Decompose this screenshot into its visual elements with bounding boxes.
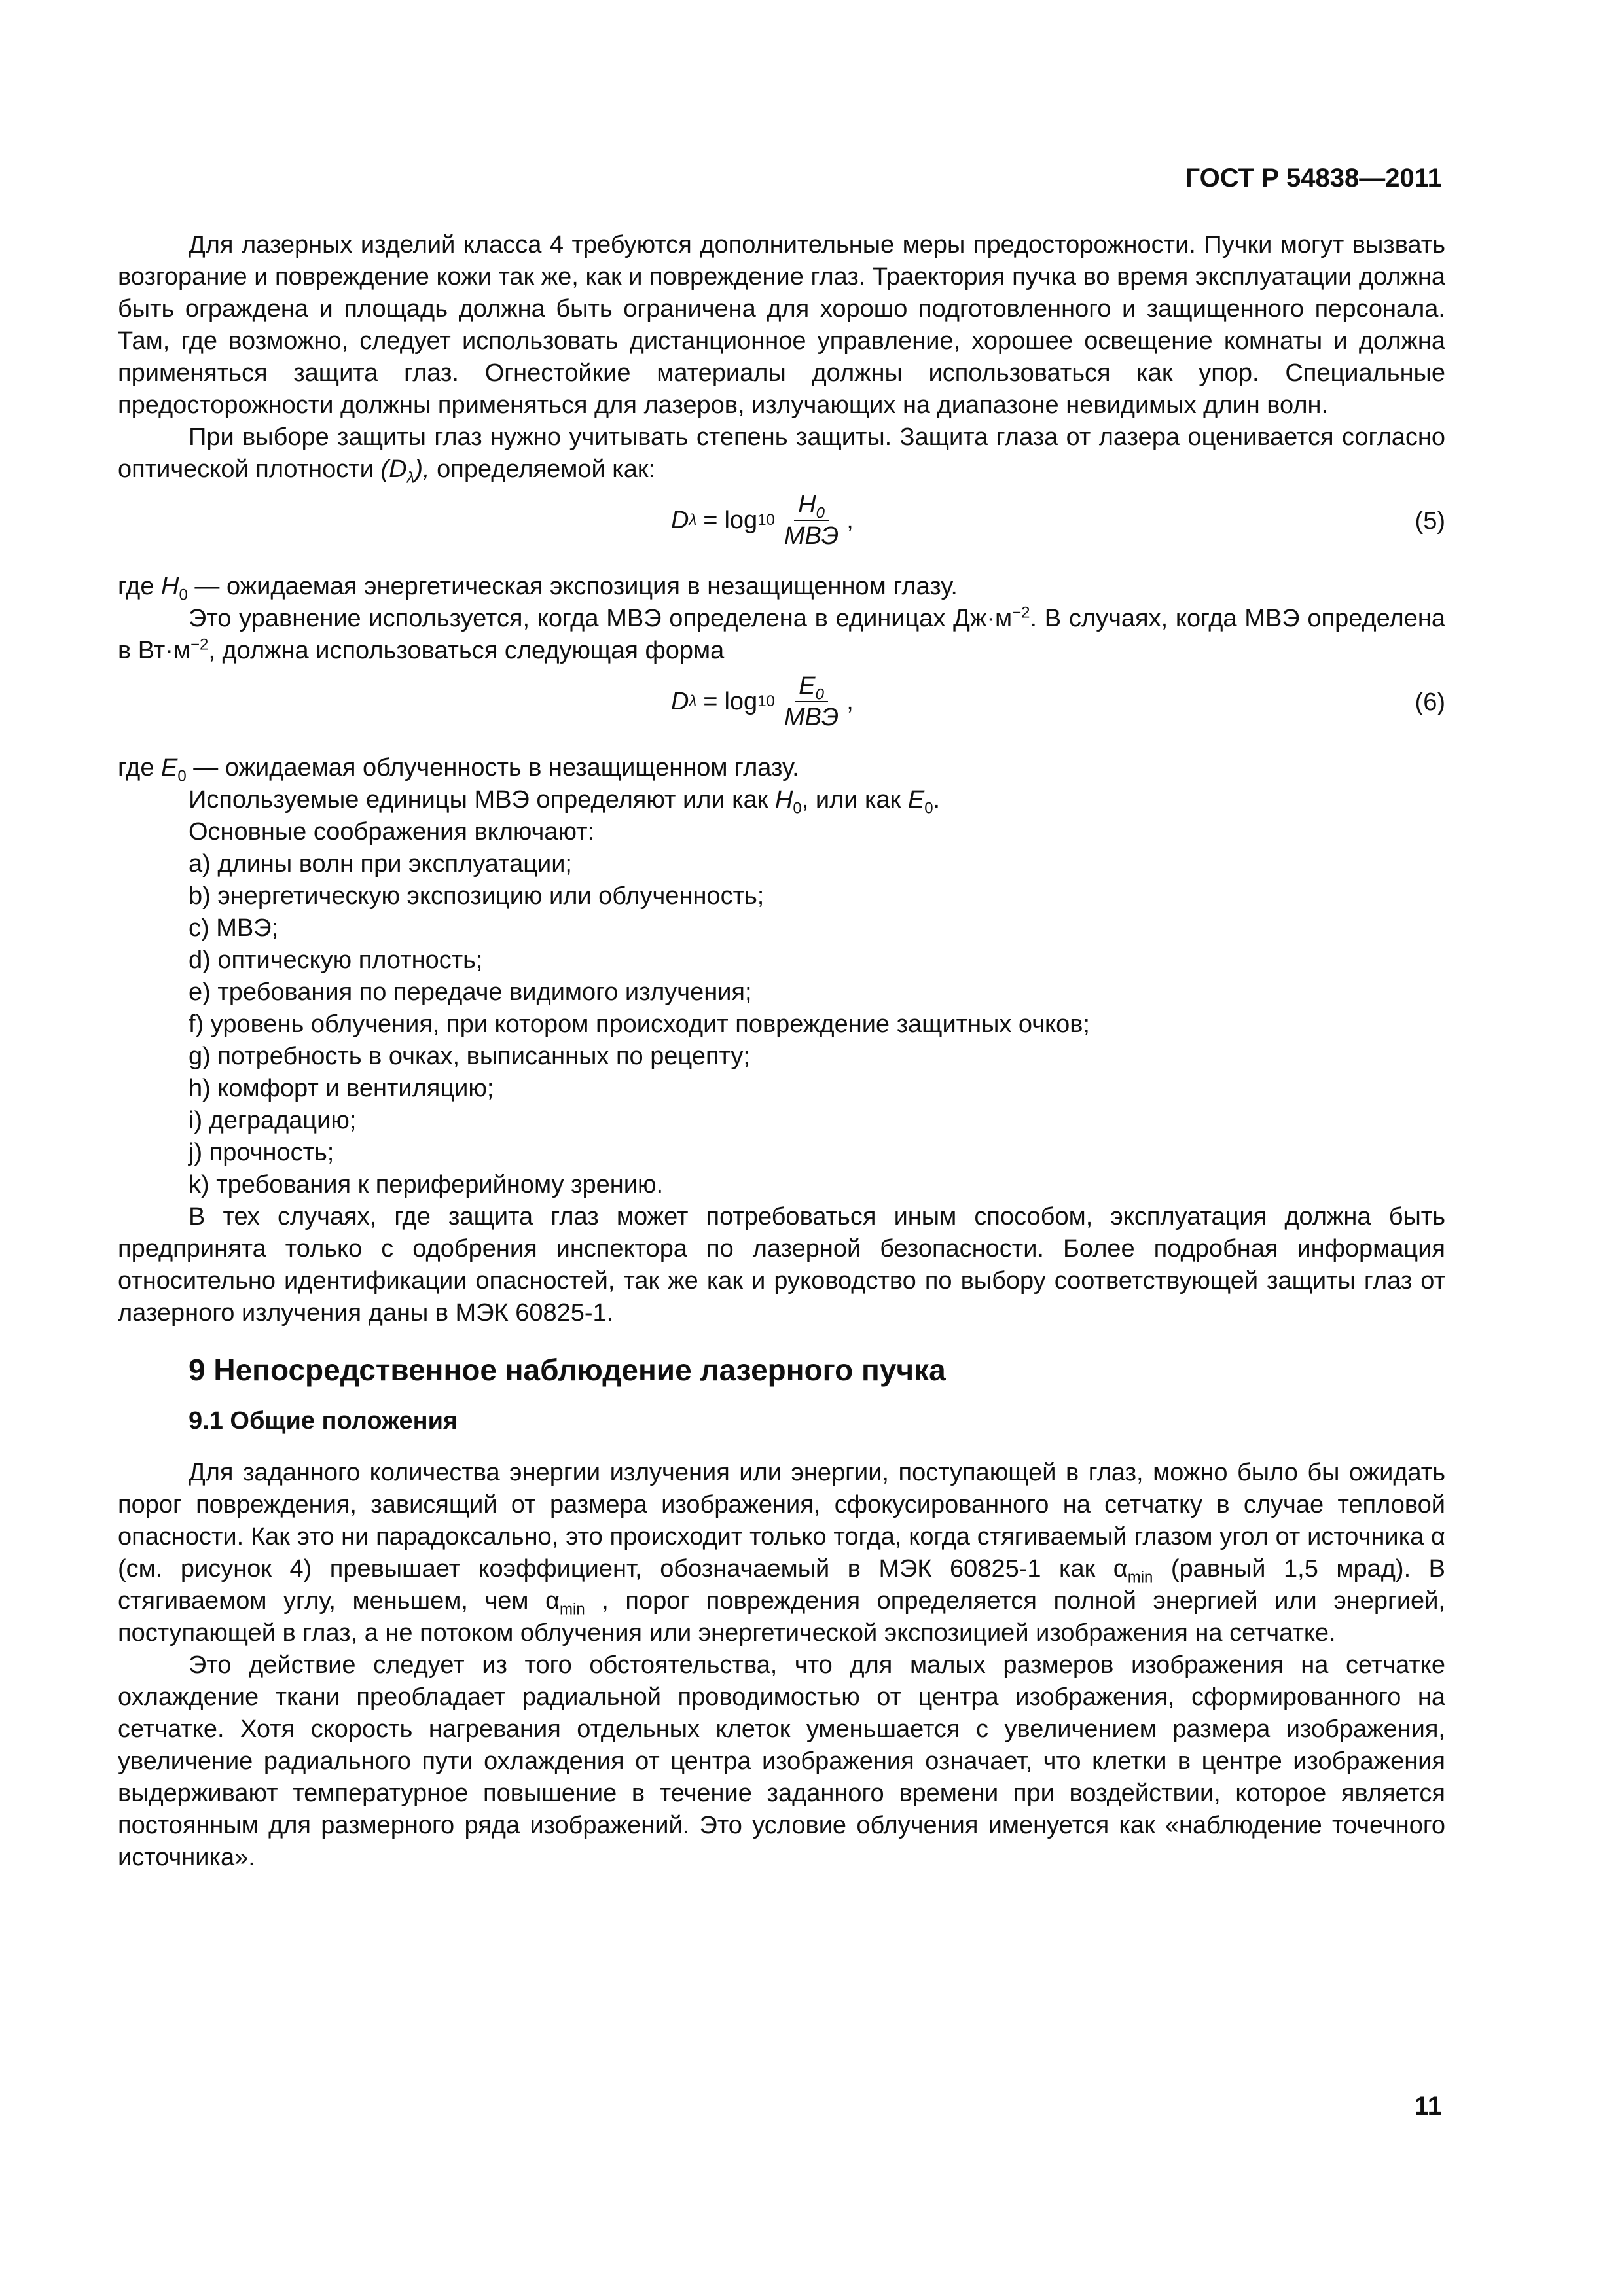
paragraph-eye-protection: При выборе защиты глаз нужно учитывать степень защиты. Защита глаза от лазера оценивается согласно оптической плотности $(D_\lambda)$, определяемой как:: [118, 423, 1445, 487]
list-item: g) потребность в очках, выписанных по рецепту;: [189, 1043, 750, 1070]
paragraph-where-h0: где $H_0$ — ожидаемая энергетическая экспозиция в незащищенном глазу.: [118, 573, 958, 604]
paragraph-class4-precautions: Для лазерных изделий класса 4 требуются дополнительные меры предосторожности. Пучки могут вызвать возгорание и повреждение кожи так же, как и повреждение глаз. Траектория пучка во время эксплуатации должна быть ограждена и площадь должна быть ограничена для хорошо подготовленного и защищенного персонала. Там, где возможно, следует использовать дистанционное управление, хорошее освещение комнаты и должна применяться защита глаз. Огнестойкие материалы должны использоваться как упор. Специальные предосторожности должны применяться для лазеров, излучающих на диапазоне невидимых длин волн.: [118, 231, 1445, 419]
list-item: e) требования по передаче видимого излучения;: [189, 978, 752, 1006]
formula-5-expression: D λ = log 10 $\frac{H_0}{\text{МВЭ}}$ ,: [671, 491, 854, 550]
list-item: b) энергетическую экспозицию или облученность;: [189, 882, 765, 910]
standard-header: ГОСТ Р 54838—2011: [1185, 164, 1442, 192]
paragraph-damage-threshold: Для заданного количества энергии излучения или энергии, поступающей в глаз, можно было бы ожидать порог повреждения, зависящий от размера изображения, сфокусированного на сетчатку в случае тепловой опасности. Как это ни парадоксально, это происходит только тогда, когда стягиваемый глазом угол от источника α (см. рисунок 4) превышает коэффициент, обозначаемый в МЭК 60825-1 как $\alpha_{min}$ (равный 1,5 мрад). В стягиваемом углу, меньшем, чем $\alpha_{min}$ , порог повреждения определяется полной энергией или энергией, поступающей в глаз, а не потоком облучения или энергетической экспозицией изображения на сетчатке.: [118, 1459, 1446, 1647]
list-item: i) деградацию;: [189, 1107, 357, 1134]
list-item: k) требования к периферийному зрению.: [189, 1171, 664, 1198]
paragraph-considerations-intro: Основные соображения включают:: [189, 818, 595, 846]
formula-6: [118, 667, 1445, 752]
list-item: j) прочность;: [189, 1139, 334, 1166]
page-number: 11: [1414, 2092, 1442, 2121]
paragraph-where-e0: где $E_0$ — ожидаемая облученность в незащищенном глазу.: [118, 754, 799, 785]
list-item: f) уровень облучения, при котором происходит повреждение защитных очков;: [189, 1011, 1090, 1038]
list-item: a) длины волн при эксплуатации;: [189, 850, 572, 878]
formula-6-expression: D λ = log 10 $\frac{E_0}{\text{МВЭ}}$ ,: [671, 672, 854, 731]
paragraph-units: Это уравнение используется, когда МВЭ определена в единицах $Дж\cdot м^{-2}$. В случаях, когда МВЭ определена в $Вт\cdot м^{-2}$, должна использоваться следующая форма: [118, 603, 1445, 664]
document-body: [118, 229, 1445, 1874]
section-title: 9 Непосредственное наблюдение лазерного пучка: [189, 1353, 946, 1387]
list-item: c) МВЭ;: [189, 914, 279, 942]
paragraph-point-source: Это действие следует из того обстоятельства, что для малых размеров изображения на сетчатке охлаждение ткани преобладает радиальной проводимостью от центра изображения, сформированного на сетчатке. Хотя скорость нагревания отдельных клеток уменьшается с увеличением размера изображения, увеличение радиального пути охлаждения от центра изображения означает, что клетки в центре изображения выдерживают температурное повышение в течение заданного времени при воздействии, которое является постоянным для размерного ряда изображений. Это условие облучения именуется как «наблюдение точечного источника».: [118, 1651, 1445, 1871]
formula-5-number: (5): [1415, 507, 1445, 535]
formula-5: [118, 486, 1445, 571]
formula-6-fraction: $\frac{E_0}{\text{МВЭ}}$: [784, 672, 839, 731]
formula-5-fraction: $\frac{H_0}{\text{МВЭ}}$: [784, 491, 839, 550]
subsection-title: 9.1 Общие положения: [189, 1407, 458, 1435]
list-item: h) комфорт и вентиляцию;: [189, 1075, 494, 1102]
formula-6-number: (6): [1415, 689, 1445, 716]
list-item: d) оптическую плотность;: [189, 946, 483, 974]
paragraph-inspector-approval: В тех случаях, где защита глаз может потребоваться иным способом, эксплуатация должна быть предпринята только с одобрения инспектора по лазерной безопасности. Более подробная информация относительно идентификации опасностей, так же как и руководство по выбору соответствующей защиты глаз от лазерного излучения даны в МЭК 60825-1.: [118, 1203, 1445, 1327]
paragraph-units-used: Используемые единицы МВЭ определяют или как $H_0$, или как $E_0$.: [189, 786, 941, 817]
